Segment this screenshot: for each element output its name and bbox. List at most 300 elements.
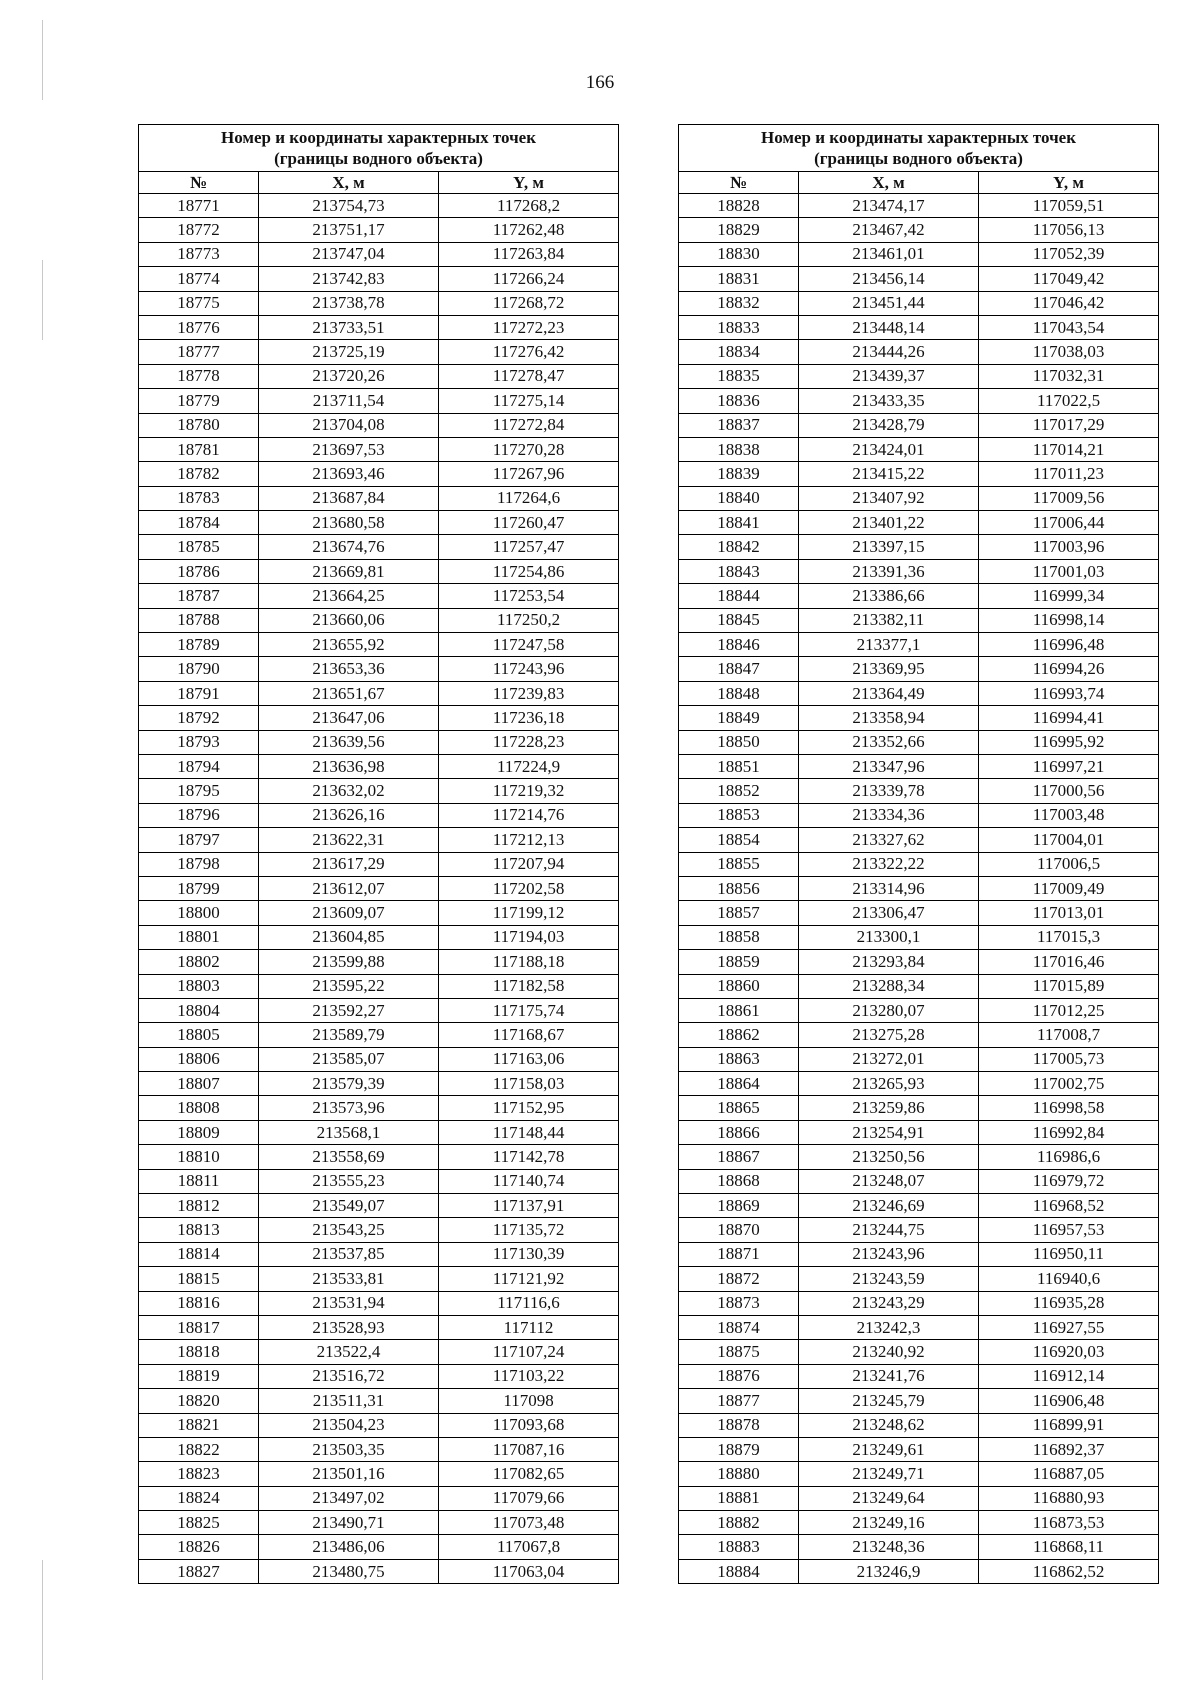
table-row — [679, 1145, 1159, 1169]
point-number-cell: 18881 — [679, 1486, 799, 1510]
x-coordinate-cell: 213386,66 — [799, 584, 979, 608]
point-number-cell: 18818 — [139, 1340, 259, 1364]
x-coordinate-cell: 213653,36 — [259, 657, 439, 681]
x-coordinate-cell: 213480,75 — [259, 1559, 439, 1583]
point-number-cell: 18870 — [679, 1218, 799, 1242]
y-coordinate-cell: 116873,53 — [979, 1511, 1159, 1535]
x-coordinate-cell: 213609,07 — [259, 901, 439, 925]
table-row — [679, 876, 1159, 900]
x-coordinate-cell: 213248,36 — [799, 1535, 979, 1559]
x-coordinate-cell: 213754,73 — [259, 194, 439, 218]
point-number-cell: 18858 — [679, 925, 799, 949]
table-row — [679, 1413, 1159, 1437]
x-coordinate-cell: 213585,07 — [259, 1047, 439, 1071]
point-number-cell: 18795 — [139, 779, 259, 803]
point-number-cell: 18794 — [139, 754, 259, 778]
point-number-cell: 18830 — [679, 242, 799, 266]
y-coordinate-cell: 117236,18 — [439, 706, 619, 730]
x-coordinate-cell: 213334,36 — [799, 803, 979, 827]
point-number-cell: 18791 — [139, 681, 259, 705]
table-row — [679, 1267, 1159, 1291]
table-row — [679, 1169, 1159, 1193]
table-row — [139, 1486, 619, 1510]
x-coordinate-cell: 213664,25 — [259, 584, 439, 608]
y-coordinate-cell: 117194,03 — [439, 925, 619, 949]
y-coordinate-cell: 116997,21 — [979, 754, 1159, 778]
y-coordinate-cell: 117015,3 — [979, 925, 1159, 949]
y-coordinate-cell: 117182,58 — [439, 974, 619, 998]
point-number-cell: 18883 — [679, 1535, 799, 1559]
table-row — [139, 413, 619, 437]
y-coordinate-cell: 116957,53 — [979, 1218, 1159, 1242]
table-row — [679, 1437, 1159, 1461]
y-coordinate-cell: 116992,84 — [979, 1120, 1159, 1144]
point-number-cell: 18851 — [679, 754, 799, 778]
point-number-cell: 18850 — [679, 730, 799, 754]
table-row — [679, 974, 1159, 998]
table-row — [679, 486, 1159, 510]
x-coordinate-cell: 213669,81 — [259, 559, 439, 583]
point-number-cell: 18801 — [139, 925, 259, 949]
table-row — [679, 950, 1159, 974]
table-caption-line2: (границы водного объекта) — [814, 149, 1023, 168]
point-number-cell: 18779 — [139, 389, 259, 413]
point-number-cell: 18876 — [679, 1364, 799, 1388]
x-coordinate-cell: 213467,42 — [799, 218, 979, 242]
x-coordinate-cell: 213622,31 — [259, 828, 439, 852]
y-coordinate-cell: 117008,7 — [979, 1023, 1159, 1047]
x-coordinate-cell: 213647,06 — [259, 706, 439, 730]
x-coordinate-cell: 213265,93 — [799, 1072, 979, 1096]
point-number-cell: 18853 — [679, 803, 799, 827]
table-row — [679, 998, 1159, 1022]
table-row — [679, 267, 1159, 291]
y-coordinate-cell: 117038,03 — [979, 340, 1159, 364]
y-coordinate-cell: 116935,28 — [979, 1291, 1159, 1315]
table-row — [679, 1364, 1159, 1388]
point-number-cell: 18831 — [679, 267, 799, 291]
table-row — [679, 413, 1159, 437]
y-coordinate-cell: 117112 — [439, 1315, 619, 1339]
table-row — [139, 1413, 619, 1437]
y-coordinate-cell: 116993,74 — [979, 681, 1159, 705]
point-number-cell: 18841 — [679, 511, 799, 535]
y-coordinate-cell: 117013,01 — [979, 901, 1159, 925]
table-row — [139, 706, 619, 730]
y-coordinate-cell: 116880,93 — [979, 1486, 1159, 1510]
x-coordinate-cell: 213369,95 — [799, 657, 979, 681]
point-number-cell: 18817 — [139, 1315, 259, 1339]
table-row — [679, 1535, 1159, 1559]
x-coordinate-cell: 213537,85 — [259, 1242, 439, 1266]
x-coordinate-cell: 213549,07 — [259, 1194, 439, 1218]
column-header-y: Y, м — [979, 172, 1159, 194]
point-number-cell: 18793 — [139, 730, 259, 754]
table-row — [139, 535, 619, 559]
x-coordinate-cell: 213693,46 — [259, 462, 439, 486]
table-row — [679, 291, 1159, 315]
table-row — [139, 1047, 619, 1071]
x-coordinate-cell: 213687,84 — [259, 486, 439, 510]
point-number-cell: 18811 — [139, 1169, 259, 1193]
y-coordinate-cell: 117264,6 — [439, 486, 619, 510]
y-coordinate-cell: 117004,01 — [979, 828, 1159, 852]
point-number-cell: 18872 — [679, 1267, 799, 1291]
x-coordinate-cell: 213377,1 — [799, 633, 979, 657]
table-row — [139, 584, 619, 608]
point-number-cell: 18798 — [139, 852, 259, 876]
y-coordinate-cell: 117135,72 — [439, 1218, 619, 1242]
x-coordinate-cell: 213250,56 — [799, 1145, 979, 1169]
y-coordinate-cell: 116996,48 — [979, 633, 1159, 657]
table-row — [139, 852, 619, 876]
y-coordinate-cell: 117107,24 — [439, 1340, 619, 1364]
point-number-cell: 18861 — [679, 998, 799, 1022]
table-row — [679, 535, 1159, 559]
y-coordinate-cell: 117163,06 — [439, 1047, 619, 1071]
x-coordinate-cell: 213433,35 — [799, 389, 979, 413]
table-caption — [679, 125, 1159, 172]
column-header-x: X, м — [799, 172, 979, 194]
y-coordinate-cell: 117262,48 — [439, 218, 619, 242]
y-coordinate-cell: 117272,84 — [439, 413, 619, 437]
x-coordinate-cell: 213751,17 — [259, 218, 439, 242]
y-coordinate-cell: 117272,23 — [439, 315, 619, 339]
table-row — [679, 1047, 1159, 1071]
x-coordinate-cell: 213486,06 — [259, 1535, 439, 1559]
point-number-cell: 18874 — [679, 1315, 799, 1339]
point-number-cell: 18823 — [139, 1462, 259, 1486]
point-number-cell: 18782 — [139, 462, 259, 486]
y-coordinate-cell: 117257,47 — [439, 535, 619, 559]
table-row — [139, 1120, 619, 1144]
y-coordinate-cell: 117224,9 — [439, 754, 619, 778]
x-coordinate-cell: 213244,75 — [799, 1218, 979, 1242]
x-coordinate-cell: 213522,4 — [259, 1340, 439, 1364]
y-coordinate-cell: 117212,13 — [439, 828, 619, 852]
point-number-cell: 18838 — [679, 437, 799, 461]
table-row — [679, 608, 1159, 632]
table-row — [679, 437, 1159, 461]
x-coordinate-cell: 213407,92 — [799, 486, 979, 510]
y-coordinate-cell: 117014,21 — [979, 437, 1159, 461]
y-coordinate-cell: 117022,5 — [979, 389, 1159, 413]
x-coordinate-cell: 213259,86 — [799, 1096, 979, 1120]
y-coordinate-cell: 117268,72 — [439, 291, 619, 315]
table-row — [679, 1023, 1159, 1047]
x-coordinate-cell: 213248,62 — [799, 1413, 979, 1437]
point-number-cell: 18828 — [679, 194, 799, 218]
x-coordinate-cell: 213243,96 — [799, 1242, 979, 1266]
x-coordinate-cell: 213711,54 — [259, 389, 439, 413]
x-coordinate-cell: 213293,84 — [799, 950, 979, 974]
x-coordinate-cell: 213555,23 — [259, 1169, 439, 1193]
point-number-cell: 18825 — [139, 1511, 259, 1535]
y-coordinate-cell: 117247,58 — [439, 633, 619, 657]
y-coordinate-cell: 116994,26 — [979, 657, 1159, 681]
table-caption-line1: Номер и координаты характерных точек — [761, 128, 1077, 147]
table-row — [679, 1194, 1159, 1218]
y-coordinate-cell: 117199,12 — [439, 901, 619, 925]
point-number-cell: 18842 — [679, 535, 799, 559]
y-coordinate-cell: 116899,91 — [979, 1413, 1159, 1437]
x-coordinate-cell: 213424,01 — [799, 437, 979, 461]
y-coordinate-cell: 117260,47 — [439, 511, 619, 535]
x-coordinate-cell: 213243,29 — [799, 1291, 979, 1315]
y-coordinate-cell: 117263,84 — [439, 242, 619, 266]
x-coordinate-cell: 213428,79 — [799, 413, 979, 437]
table-caption-line2: (границы водного объекта) — [274, 149, 483, 168]
y-coordinate-cell: 116968,52 — [979, 1194, 1159, 1218]
point-number-cell: 18772 — [139, 218, 259, 242]
y-coordinate-cell: 116940,6 — [979, 1267, 1159, 1291]
x-coordinate-cell: 213275,28 — [799, 1023, 979, 1047]
point-number-cell: 18815 — [139, 1267, 259, 1291]
x-coordinate-cell: 213612,07 — [259, 876, 439, 900]
y-coordinate-cell: 116994,41 — [979, 706, 1159, 730]
point-number-cell: 18813 — [139, 1218, 259, 1242]
table-row — [139, 437, 619, 461]
y-coordinate-cell: 117140,74 — [439, 1169, 619, 1193]
point-number-cell: 18840 — [679, 486, 799, 510]
y-coordinate-cell: 116986,6 — [979, 1145, 1159, 1169]
table-row — [139, 1559, 619, 1583]
table-row — [139, 511, 619, 535]
point-number-cell: 18812 — [139, 1194, 259, 1218]
point-number-cell: 18773 — [139, 242, 259, 266]
y-coordinate-cell: 117116,6 — [439, 1291, 619, 1315]
point-number-cell: 18777 — [139, 340, 259, 364]
table-row — [139, 1462, 619, 1486]
table-row — [139, 1072, 619, 1096]
y-coordinate-cell: 116887,05 — [979, 1462, 1159, 1486]
table-row — [679, 754, 1159, 778]
table-row — [139, 730, 619, 754]
table-row — [139, 291, 619, 315]
table-row — [139, 364, 619, 388]
x-coordinate-cell: 213461,01 — [799, 242, 979, 266]
point-number-cell: 18771 — [139, 194, 259, 218]
table-row — [679, 901, 1159, 925]
x-coordinate-cell: 213592,27 — [259, 998, 439, 1022]
x-coordinate-cell: 213254,91 — [799, 1120, 979, 1144]
table-body — [139, 194, 619, 1584]
point-number-cell: 18857 — [679, 901, 799, 925]
table-row — [139, 1364, 619, 1388]
x-coordinate-cell: 213456,14 — [799, 267, 979, 291]
table-row — [679, 389, 1159, 413]
point-number-cell: 18844 — [679, 584, 799, 608]
table-row — [139, 925, 619, 949]
x-coordinate-cell: 213401,22 — [799, 511, 979, 535]
point-number-cell: 18822 — [139, 1437, 259, 1461]
point-number-cell: 18797 — [139, 828, 259, 852]
point-number-cell: 18879 — [679, 1437, 799, 1461]
point-number-cell: 18786 — [139, 559, 259, 583]
y-coordinate-cell: 117012,25 — [979, 998, 1159, 1022]
x-coordinate-cell: 213364,49 — [799, 681, 979, 705]
point-number-cell: 18832 — [679, 291, 799, 315]
x-coordinate-cell: 213504,23 — [259, 1413, 439, 1437]
x-coordinate-cell: 213639,56 — [259, 730, 439, 754]
point-number-cell: 18814 — [139, 1242, 259, 1266]
x-coordinate-cell: 213327,62 — [799, 828, 979, 852]
point-number-cell: 18856 — [679, 876, 799, 900]
x-coordinate-cell: 213528,93 — [259, 1315, 439, 1339]
x-coordinate-cell: 213697,53 — [259, 437, 439, 461]
table-row — [139, 803, 619, 827]
x-coordinate-cell: 213617,29 — [259, 852, 439, 876]
x-coordinate-cell: 213558,69 — [259, 1145, 439, 1169]
point-number-cell: 18805 — [139, 1023, 259, 1047]
table-row — [139, 950, 619, 974]
point-number-cell: 18776 — [139, 315, 259, 339]
point-number-cell: 18835 — [679, 364, 799, 388]
x-coordinate-cell: 213240,92 — [799, 1340, 979, 1364]
y-coordinate-cell: 117049,42 — [979, 267, 1159, 291]
table-row — [679, 730, 1159, 754]
table-row — [679, 852, 1159, 876]
point-number-cell: 18829 — [679, 218, 799, 242]
x-coordinate-cell: 213531,94 — [259, 1291, 439, 1315]
point-number-cell: 18854 — [679, 828, 799, 852]
point-number-cell: 18796 — [139, 803, 259, 827]
y-coordinate-cell: 117063,04 — [439, 1559, 619, 1583]
x-coordinate-cell: 213280,07 — [799, 998, 979, 1022]
point-number-cell: 18845 — [679, 608, 799, 632]
y-coordinate-cell: 117000,56 — [979, 779, 1159, 803]
y-coordinate-cell: 117270,28 — [439, 437, 619, 461]
point-number-cell: 18809 — [139, 1120, 259, 1144]
point-number-cell: 18816 — [139, 1291, 259, 1315]
y-coordinate-cell: 117017,29 — [979, 413, 1159, 437]
x-coordinate-cell: 213742,83 — [259, 267, 439, 291]
point-number-cell: 18787 — [139, 584, 259, 608]
y-coordinate-cell: 117158,03 — [439, 1072, 619, 1096]
y-coordinate-cell: 116912,14 — [979, 1364, 1159, 1388]
point-number-cell: 18833 — [679, 315, 799, 339]
table-row — [679, 340, 1159, 364]
table-row — [679, 657, 1159, 681]
x-coordinate-cell: 213595,22 — [259, 974, 439, 998]
y-coordinate-cell: 117087,16 — [439, 1437, 619, 1461]
y-coordinate-cell: 117239,83 — [439, 681, 619, 705]
table-caption-line1: Номер и координаты характерных точек — [221, 128, 537, 147]
point-number-cell: 18799 — [139, 876, 259, 900]
x-coordinate-cell: 213660,06 — [259, 608, 439, 632]
x-coordinate-cell: 213568,1 — [259, 1120, 439, 1144]
table-row — [679, 1559, 1159, 1583]
y-coordinate-cell: 117052,39 — [979, 242, 1159, 266]
point-number-cell: 18847 — [679, 657, 799, 681]
point-number-cell: 18780 — [139, 413, 259, 437]
x-coordinate-cell: 213738,78 — [259, 291, 439, 315]
point-number-cell: 18774 — [139, 267, 259, 291]
table-row — [679, 1218, 1159, 1242]
x-coordinate-cell: 213300,1 — [799, 925, 979, 949]
table-row — [679, 1486, 1159, 1510]
y-coordinate-cell: 116979,72 — [979, 1169, 1159, 1193]
x-coordinate-cell: 213245,79 — [799, 1389, 979, 1413]
point-number-cell: 18807 — [139, 1072, 259, 1096]
table-row — [139, 1340, 619, 1364]
table-row — [139, 218, 619, 242]
x-coordinate-cell: 213322,22 — [799, 852, 979, 876]
point-number-cell: 18839 — [679, 462, 799, 486]
point-number-cell: 18808 — [139, 1096, 259, 1120]
table-row — [139, 1169, 619, 1193]
x-coordinate-cell: 213733,51 — [259, 315, 439, 339]
x-coordinate-cell: 213249,61 — [799, 1437, 979, 1461]
point-number-cell: 18785 — [139, 535, 259, 559]
table-row — [139, 998, 619, 1022]
x-coordinate-cell: 213272,01 — [799, 1047, 979, 1071]
table-row — [679, 803, 1159, 827]
x-coordinate-cell: 213415,22 — [799, 462, 979, 486]
point-number-cell: 18803 — [139, 974, 259, 998]
y-coordinate-cell: 117003,96 — [979, 535, 1159, 559]
table-row — [679, 1462, 1159, 1486]
y-coordinate-cell: 117103,22 — [439, 1364, 619, 1388]
point-number-cell: 18800 — [139, 901, 259, 925]
table-row — [139, 486, 619, 510]
table-row — [679, 779, 1159, 803]
table-row — [679, 1340, 1159, 1364]
table-row — [679, 218, 1159, 242]
x-coordinate-cell: 213339,78 — [799, 779, 979, 803]
table-row — [679, 925, 1159, 949]
y-coordinate-cell: 117275,14 — [439, 389, 619, 413]
x-coordinate-cell: 213497,02 — [259, 1486, 439, 1510]
table-row — [139, 974, 619, 998]
table-body — [679, 194, 1159, 1584]
x-coordinate-cell: 213391,36 — [799, 559, 979, 583]
y-coordinate-cell: 117253,54 — [439, 584, 619, 608]
y-coordinate-cell: 117043,54 — [979, 315, 1159, 339]
y-coordinate-cell: 117006,5 — [979, 852, 1159, 876]
y-coordinate-cell: 117207,94 — [439, 852, 619, 876]
table-row — [139, 340, 619, 364]
table-row — [139, 1315, 619, 1339]
y-coordinate-cell: 117175,74 — [439, 998, 619, 1022]
x-coordinate-cell: 213246,9 — [799, 1559, 979, 1583]
table-row — [679, 1389, 1159, 1413]
y-coordinate-cell: 116868,11 — [979, 1535, 1159, 1559]
point-number-cell: 18859 — [679, 950, 799, 974]
table-row — [139, 1437, 619, 1461]
point-number-cell: 18880 — [679, 1462, 799, 1486]
y-coordinate-cell: 117067,8 — [439, 1535, 619, 1559]
y-coordinate-cell: 117243,96 — [439, 657, 619, 681]
x-coordinate-cell: 213242,3 — [799, 1315, 979, 1339]
y-coordinate-cell: 117056,13 — [979, 218, 1159, 242]
x-coordinate-cell: 213352,66 — [799, 730, 979, 754]
point-number-cell: 18806 — [139, 1047, 259, 1071]
y-coordinate-cell: 117168,67 — [439, 1023, 619, 1047]
table-row — [139, 901, 619, 925]
table-row — [679, 1511, 1159, 1535]
table-row — [139, 1023, 619, 1047]
point-number-cell: 18802 — [139, 950, 259, 974]
column-header-number: № — [679, 172, 799, 194]
point-number-cell: 18820 — [139, 1389, 259, 1413]
y-coordinate-cell: 117254,86 — [439, 559, 619, 583]
x-coordinate-cell: 213604,85 — [259, 925, 439, 949]
y-coordinate-cell: 117005,73 — [979, 1047, 1159, 1071]
x-coordinate-cell: 213248,07 — [799, 1169, 979, 1193]
point-number-cell: 18836 — [679, 389, 799, 413]
point-number-cell: 18783 — [139, 486, 259, 510]
